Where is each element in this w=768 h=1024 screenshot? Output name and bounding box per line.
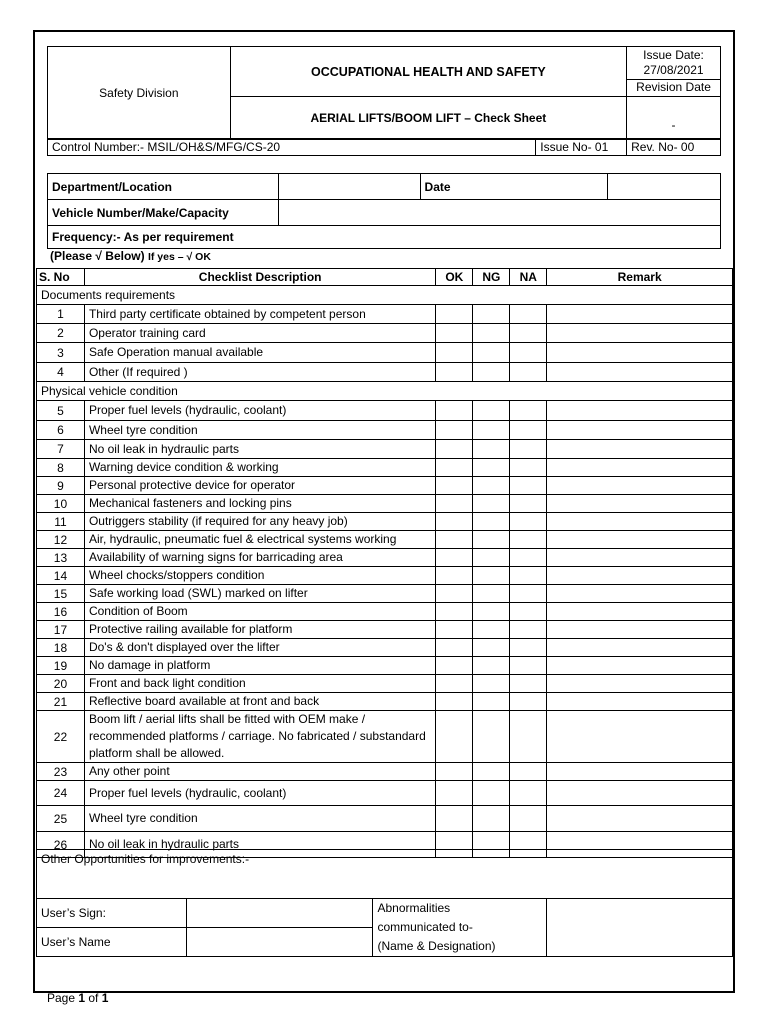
ng-cell[interactable] xyxy=(473,639,510,657)
checklist-row xyxy=(37,806,733,832)
abnormalities-line-1: Abnormalities xyxy=(377,901,451,915)
remark-cell[interactable] xyxy=(547,585,733,603)
na-cell[interactable] xyxy=(510,305,547,324)
ng-cell[interactable] xyxy=(473,657,510,675)
users-sign-label: User’s Sign: xyxy=(37,899,187,928)
instruction-line xyxy=(50,249,211,263)
ok-cell[interactable] xyxy=(436,639,473,657)
row-number: 4 xyxy=(37,363,85,382)
ok-cell[interactable] xyxy=(436,763,473,781)
row-description: Wheel tyre condition xyxy=(84,421,435,440)
remark-cell[interactable] xyxy=(547,567,733,585)
na-cell[interactable] xyxy=(510,324,547,343)
na-cell[interactable] xyxy=(510,363,547,382)
instruction-main: (Please √ Below) xyxy=(50,249,145,263)
na-cell[interactable] xyxy=(510,603,547,621)
remark-cell[interactable] xyxy=(547,711,733,763)
row-number: 6 xyxy=(37,421,85,440)
row-description: Reflective board available at front and back xyxy=(84,693,435,711)
checklist-row xyxy=(37,621,733,639)
row-description: No oil leak in hydraulic parts xyxy=(84,832,435,858)
row-description: Wheel chocks/stoppers condition xyxy=(84,567,435,585)
row-number: 10 xyxy=(37,495,85,513)
improvements-label: Other Opportunities for improvements:- xyxy=(41,852,250,866)
row-number: 24 xyxy=(37,781,85,806)
col-description-header: Checklist Description xyxy=(84,269,435,286)
row-number: 7 xyxy=(37,440,85,459)
checklist-row xyxy=(37,343,733,363)
ok-cell[interactable] xyxy=(436,585,473,603)
row-number: 15 xyxy=(37,585,85,603)
instruction-sub: If yes – √ OK xyxy=(147,251,211,263)
section-documents xyxy=(37,286,733,305)
checklist-row xyxy=(37,639,733,657)
na-cell[interactable] xyxy=(510,639,547,657)
row-number: 18 xyxy=(37,639,85,657)
ok-cell[interactable] xyxy=(436,513,473,531)
na-cell[interactable] xyxy=(510,781,547,806)
section-physical xyxy=(37,382,733,401)
checklist-row xyxy=(37,459,733,477)
ok-cell[interactable] xyxy=(436,459,473,477)
na-cell[interactable] xyxy=(510,421,547,440)
remark-cell[interactable] xyxy=(547,781,733,806)
ok-cell[interactable] xyxy=(436,343,473,363)
na-cell[interactable] xyxy=(510,343,547,363)
ng-cell[interactable] xyxy=(473,421,510,440)
na-cell[interactable] xyxy=(510,531,547,549)
row-number: 16 xyxy=(37,603,85,621)
checklist-header-row xyxy=(37,269,733,286)
remark-cell[interactable] xyxy=(547,693,733,711)
vehicle-label: Vehicle Number/Make/Capacity xyxy=(48,200,279,226)
issue-date-cell xyxy=(627,47,721,97)
row-number: 17 xyxy=(37,621,85,639)
abnormalities-line-3: (Name & Designation) xyxy=(377,939,496,953)
ng-cell[interactable] xyxy=(473,621,510,639)
na-cell[interactable] xyxy=(510,567,547,585)
row-description: Operator training card xyxy=(84,324,435,343)
row-description: Personal protective device for operator xyxy=(84,477,435,495)
ng-cell[interactable] xyxy=(473,495,510,513)
row-description: No damage in platform xyxy=(84,657,435,675)
section-documents-label: Documents requirements xyxy=(37,286,733,305)
users-name-value[interactable] xyxy=(186,928,373,957)
row-number: 21 xyxy=(37,693,85,711)
ng-cell[interactable] xyxy=(473,440,510,459)
row-description: Safe working load (SWL) marked on lifter xyxy=(84,585,435,603)
ng-cell[interactable] xyxy=(473,585,510,603)
improvements-cell[interactable] xyxy=(37,850,733,899)
row-number: 3 xyxy=(37,343,85,363)
remark-cell[interactable] xyxy=(547,440,733,459)
checklist-row xyxy=(37,363,733,382)
checklist-table xyxy=(36,268,733,858)
na-cell[interactable] xyxy=(510,806,547,832)
row-number: 12 xyxy=(37,531,85,549)
ok-cell[interactable] xyxy=(436,324,473,343)
row-number: 11 xyxy=(37,513,85,531)
row-description: Protective railing available for platform xyxy=(84,621,435,639)
ok-cell[interactable] xyxy=(436,440,473,459)
ok-cell[interactable] xyxy=(436,363,473,382)
row-description: Third party certificate obtained by competent person xyxy=(84,305,435,324)
remark-cell[interactable] xyxy=(547,495,733,513)
row-description: Boom lift / aerial lifts shall be fitted with OEM make / recommended platforms / carriage. No fabricated / substandard platform shall be allowed. xyxy=(84,711,435,763)
checklist-row xyxy=(37,531,733,549)
col-sno-header: S. No xyxy=(37,269,85,286)
na-cell[interactable] xyxy=(510,477,547,495)
remark-cell[interactable] xyxy=(547,477,733,495)
division-name: Safety Division xyxy=(99,86,179,100)
na-cell[interactable] xyxy=(510,763,547,781)
ok-cell[interactable] xyxy=(436,657,473,675)
row-description: Mechanical fasteners and locking pins xyxy=(84,495,435,513)
ng-cell[interactable] xyxy=(473,567,510,585)
document-subtitle: AERIAL LIFTS/BOOM LIFT – Check Sheet xyxy=(230,97,626,140)
col-ng-header: NG xyxy=(473,269,510,286)
row-description: Do's & don't displayed over the lifter xyxy=(84,639,435,657)
remark-cell[interactable] xyxy=(547,531,733,549)
info-block xyxy=(47,173,721,249)
issue-date-label: Issue Date: xyxy=(643,48,704,62)
row-description: Outriggers stability (if required for any heavy job) xyxy=(84,513,435,531)
row-description: Proper fuel levels (hydraulic, coolant) xyxy=(84,401,435,421)
control-row xyxy=(47,138,721,156)
na-cell[interactable] xyxy=(510,657,547,675)
ok-cell[interactable] xyxy=(436,477,473,495)
checklist-row xyxy=(37,549,733,567)
ng-cell[interactable] xyxy=(473,363,510,382)
ok-cell[interactable] xyxy=(436,549,473,567)
na-cell[interactable] xyxy=(510,693,547,711)
issue-number: Issue No- 01 xyxy=(536,139,627,156)
checklist-row xyxy=(37,421,733,440)
users-name-label: User’s Name xyxy=(37,928,187,957)
checklist-row xyxy=(37,495,733,513)
checklist-row xyxy=(37,675,733,693)
page-of: of xyxy=(85,991,102,1005)
ok-cell[interactable] xyxy=(436,603,473,621)
vehicle-value[interactable] xyxy=(278,200,720,226)
remark-cell[interactable] xyxy=(547,675,733,693)
remark-cell[interactable] xyxy=(547,459,733,477)
remark-cell[interactable] xyxy=(547,421,733,440)
control-number: Control Number:- MSIL/OH&S/MFG/CS-20 xyxy=(48,139,536,156)
ng-cell[interactable] xyxy=(473,781,510,806)
na-cell[interactable] xyxy=(510,711,547,763)
col-ok-header: OK xyxy=(436,269,473,286)
checklist-row xyxy=(37,305,733,324)
checklist-row xyxy=(37,440,733,459)
row-number: 9 xyxy=(37,477,85,495)
na-cell[interactable] xyxy=(510,401,547,421)
ng-cell[interactable] xyxy=(473,603,510,621)
row-description: Availability of warning signs for barricading area xyxy=(84,549,435,567)
row-description: Any other point xyxy=(84,763,435,781)
ng-cell[interactable] xyxy=(473,675,510,693)
na-cell[interactable] xyxy=(510,513,547,531)
checklist-row xyxy=(37,513,733,531)
remark-cell[interactable] xyxy=(547,363,733,382)
remark-cell[interactable] xyxy=(547,621,733,639)
na-cell[interactable] xyxy=(510,585,547,603)
remark-cell[interactable] xyxy=(547,657,733,675)
improvements-block xyxy=(36,849,733,899)
col-remark-header: Remark xyxy=(547,269,733,286)
na-cell[interactable] xyxy=(510,621,547,639)
revision-date-value: - xyxy=(627,97,721,140)
ng-cell[interactable] xyxy=(473,693,510,711)
row-description: No oil leak in hydraulic parts xyxy=(84,440,435,459)
checklist-row xyxy=(37,477,733,495)
row-number: 25 xyxy=(37,806,85,832)
row-number: 22 xyxy=(37,711,85,763)
page-current: 1 xyxy=(78,991,86,1005)
ng-cell[interactable] xyxy=(473,531,510,549)
checklist-row xyxy=(37,763,733,781)
ok-cell[interactable] xyxy=(436,781,473,806)
checklist-row xyxy=(37,603,733,621)
ok-cell[interactable] xyxy=(436,567,473,585)
ng-cell[interactable] xyxy=(473,343,510,363)
remark-cell[interactable] xyxy=(547,513,733,531)
checklist-row xyxy=(37,781,733,806)
date-label: Date xyxy=(420,174,608,200)
ok-cell[interactable] xyxy=(436,621,473,639)
na-cell[interactable] xyxy=(510,440,547,459)
checklist-row xyxy=(37,693,733,711)
row-number: 20 xyxy=(37,675,85,693)
row-description: Proper fuel levels (hydraulic, coolant) xyxy=(84,781,435,806)
row-description: Air, hydraulic, pneumatic fuel & electrical systems working xyxy=(84,531,435,549)
department-value[interactable] xyxy=(278,174,420,200)
row-description: Condition of Boom xyxy=(84,603,435,621)
checklist-row xyxy=(37,711,733,763)
row-number: 26 xyxy=(37,832,85,858)
document-header xyxy=(47,46,721,140)
ng-cell[interactable] xyxy=(473,477,510,495)
row-description: Warning device condition & working xyxy=(84,459,435,477)
ok-cell[interactable] xyxy=(436,421,473,440)
row-description: Other (If required ) xyxy=(84,363,435,382)
abnormalities-line-2: communicated to- xyxy=(377,920,473,934)
ng-cell[interactable] xyxy=(473,763,510,781)
row-number: 23 xyxy=(37,763,85,781)
remark-cell[interactable] xyxy=(547,305,733,324)
ng-cell[interactable] xyxy=(473,459,510,477)
department-label: Department/Location xyxy=(48,174,279,200)
remark-cell[interactable] xyxy=(547,603,733,621)
ok-cell[interactable] xyxy=(436,675,473,693)
ok-cell[interactable] xyxy=(436,401,473,421)
ng-cell[interactable] xyxy=(473,401,510,421)
row-number: 5 xyxy=(37,401,85,421)
issue-date-value: 27/08/2021 xyxy=(643,63,704,77)
row-number: 13 xyxy=(37,549,85,567)
page-total: 1 xyxy=(101,991,109,1005)
checklist-row xyxy=(37,567,733,585)
date-value[interactable] xyxy=(608,174,721,200)
remark-cell[interactable] xyxy=(547,639,733,657)
row-description: Front and back light condition xyxy=(84,675,435,693)
division-cell xyxy=(48,47,231,140)
na-cell[interactable] xyxy=(510,459,547,477)
row-number: 14 xyxy=(37,567,85,585)
ng-cell[interactable] xyxy=(473,513,510,531)
ok-cell[interactable] xyxy=(436,305,473,324)
checklist-row xyxy=(37,324,733,343)
ok-cell[interactable] xyxy=(436,693,473,711)
na-cell[interactable] xyxy=(510,675,547,693)
row-description: Safe Operation manual available xyxy=(84,343,435,363)
ng-cell[interactable] xyxy=(473,305,510,324)
row-number: 1 xyxy=(37,305,85,324)
abnormalities-label xyxy=(373,899,547,957)
col-na-header: NA xyxy=(510,269,547,286)
ng-cell[interactable] xyxy=(473,711,510,763)
abnormalities-value[interactable] xyxy=(547,899,733,957)
remark-cell[interactable] xyxy=(547,549,733,567)
revision-date-label: Revision Date xyxy=(627,79,720,95)
remark-cell[interactable] xyxy=(547,806,733,832)
page-number xyxy=(47,991,108,1005)
remark-cell[interactable] xyxy=(547,763,733,781)
row-number: 8 xyxy=(37,459,85,477)
section-physical-label: Physical vehicle condition xyxy=(37,382,733,401)
na-cell[interactable] xyxy=(510,495,547,513)
document-title: OCCUPATIONAL HEALTH AND SAFETY xyxy=(230,47,626,97)
frequency: Frequency:- As per requirement xyxy=(48,226,721,249)
ok-cell[interactable] xyxy=(436,531,473,549)
row-number: 19 xyxy=(37,657,85,675)
signoff-block xyxy=(36,898,733,957)
remark-cell[interactable] xyxy=(547,401,733,421)
ng-cell[interactable] xyxy=(473,324,510,343)
users-sign-value[interactable] xyxy=(186,899,373,928)
ok-cell[interactable] xyxy=(436,495,473,513)
ng-cell[interactable] xyxy=(473,806,510,832)
ok-cell[interactable] xyxy=(436,806,473,832)
row-number: 2 xyxy=(37,324,85,343)
ng-cell[interactable] xyxy=(473,549,510,567)
remark-cell[interactable] xyxy=(547,324,733,343)
ok-cell[interactable] xyxy=(436,711,473,763)
revision-number: Rev. No- 00 xyxy=(627,139,721,156)
checklist-row xyxy=(37,401,733,421)
checklist-row xyxy=(37,657,733,675)
checklist-row xyxy=(37,585,733,603)
page-prefix: Page xyxy=(47,991,79,1005)
row-description: Wheel tyre condition xyxy=(84,806,435,832)
remark-cell[interactable] xyxy=(547,343,733,363)
na-cell[interactable] xyxy=(510,549,547,567)
